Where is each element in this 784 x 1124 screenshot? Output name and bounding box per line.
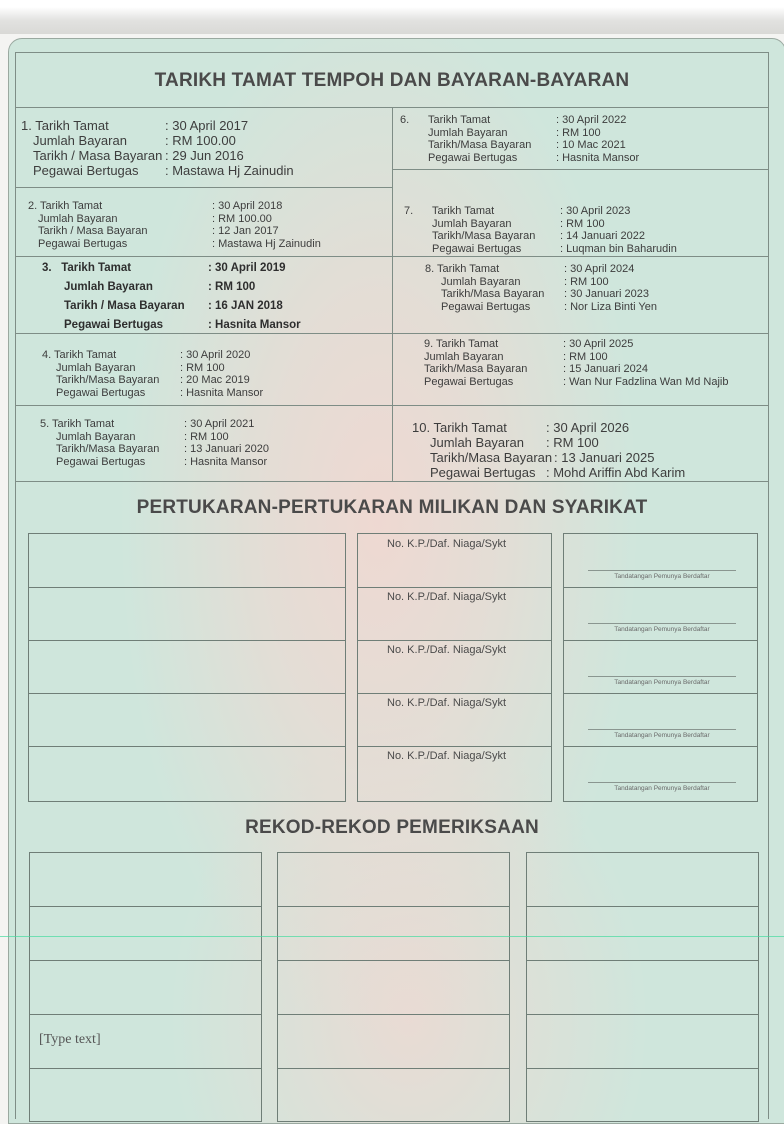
masa-bayaran-value: : 10 Mac 2021	[556, 139, 626, 151]
pegawai-label: Pegawai Bertugas	[432, 242, 522, 255]
tarikh-tamat-label: Tarikh Tamat	[436, 338, 499, 350]
tarikh-tamat-label: Tarikh Tamat	[61, 262, 132, 274]
pegawai-label: Pegawai Bertugas	[430, 465, 536, 480]
divider	[15, 256, 768, 257]
divider	[30, 1014, 261, 1015]
divider	[358, 693, 551, 694]
jumlah-bayaran-value: : RM 100	[546, 435, 599, 450]
record-number: 4.	[42, 349, 52, 361]
record-9	[424, 338, 766, 388]
tarikh-tamat-value: : 30 April 2017	[165, 118, 249, 133]
divider	[30, 1068, 261, 1069]
jumlah-bayaran-value: : RM 100.00	[165, 133, 236, 148]
tarikh-tamat-value: : 30 April 2024	[564, 263, 635, 275]
kp-label: No. K.P./Daf. Niaga/Sykt	[387, 644, 507, 656]
jumlah-bayaran-label: Jumlah Bayaran	[428, 126, 508, 139]
tarikh-tamat-label: Tarikh Tamat	[35, 118, 109, 133]
section-title-inspection: REKOD-REKOD PEMERIKSAAN	[245, 817, 539, 838]
jumlah-bayaran-value: : RM 100	[180, 361, 225, 374]
masa-bayaran-label: Tarikh/Masa Bayaran	[56, 374, 160, 386]
signature-label: Tandatangan Pemunya Berdaftar	[614, 732, 710, 739]
record-4	[42, 349, 390, 399]
record-number: 1.	[21, 118, 32, 133]
jumlah-bayaran-value: : RM 100.00	[212, 212, 272, 225]
jumlah-bayaran-label: Jumlah Bayaran	[33, 133, 127, 148]
kp-label: No. K.P./Daf. Niaga/Sykt	[387, 750, 507, 762]
pegawai-value: : Hasnita Mansor	[556, 151, 640, 164]
scan-artifact-line	[0, 936, 784, 937]
signature-line	[588, 782, 736, 783]
divider	[15, 187, 392, 188]
masa-bayaran-label: Tarikh/Masa Bayaran	[424, 363, 528, 375]
divider	[30, 960, 261, 961]
tarikh-tamat-label: Tarikh Tamat	[437, 263, 500, 275]
signature-label: Tandatangan Pemunya Berdaftar	[614, 679, 710, 686]
divider	[392, 169, 768, 170]
record-3	[42, 259, 390, 335]
divider	[392, 107, 393, 481]
divider	[29, 746, 345, 747]
record-8	[425, 263, 765, 313]
record-7	[404, 205, 766, 255]
jumlah-bayaran-label: Jumlah Bayaran	[430, 435, 524, 450]
tarikh-tamat-label: Tarikh Tamat	[40, 200, 103, 212]
masa-bayaran-value: : 14 Januari 2022	[560, 230, 646, 242]
tarikh-tamat-label: Tarikh Tamat	[433, 420, 507, 435]
pegawai-value: : Hasnita Mansor	[184, 455, 268, 468]
pegawai-value: : Luqman bin Baharudin	[560, 242, 677, 255]
divider	[527, 1014, 758, 1015]
record-number: 7.	[404, 205, 414, 217]
tarikh-tamat-value: : 30 April 2025	[563, 338, 634, 350]
jumlah-bayaran-value: : RM 100	[184, 430, 229, 443]
tarikh-tamat-value: : 30 April 2019	[208, 262, 286, 274]
tarikh-tamat-value: : 30 April 2026	[546, 420, 630, 435]
divider	[564, 746, 757, 747]
pegawai-value: : Mastawa Hj Zainudin	[212, 237, 321, 250]
record-1	[21, 118, 389, 178]
divider	[15, 405, 768, 406]
inspection-column-2	[277, 852, 510, 1122]
inspection-column-1	[29, 852, 262, 1122]
record-number: 9.	[424, 338, 434, 350]
jumlah-bayaran-label: Jumlah Bayaran	[56, 361, 136, 374]
masa-bayaran-value: : 29 Jun 2016	[165, 148, 244, 163]
pegawai-label: Pegawai Bertugas	[441, 300, 531, 313]
masa-bayaran-value: : 13 Januari 2020	[184, 443, 270, 455]
jumlah-bayaran-label: Jumlah Bayaran	[432, 217, 512, 230]
masa-bayaran-value: : 15 Januari 2024	[563, 363, 649, 375]
signature-line	[588, 729, 736, 730]
masa-bayaran-label: Tarikh/Masa Bayaran	[56, 443, 160, 455]
record-number: 5.	[40, 418, 50, 430]
masa-bayaran-label: Tarikh/Masa Bayaran	[428, 139, 532, 151]
divider	[527, 906, 758, 907]
record-10	[412, 420, 766, 480]
tarikh-tamat-value: : 30 April 2022	[556, 114, 627, 126]
jumlah-bayaran-label: Jumlah Bayaran	[424, 350, 504, 363]
divider	[527, 960, 758, 961]
divider	[527, 1068, 758, 1069]
section-title-expiry: TARIKH TAMAT TEMPOH DAN BAYARAN-BAYARAN	[154, 70, 630, 91]
divider	[358, 640, 551, 641]
ownership-name-column	[28, 533, 346, 802]
tarikh-tamat-value: : 30 April 2018	[212, 200, 283, 212]
divider	[358, 587, 551, 588]
divider	[278, 906, 509, 907]
pegawai-value: : Mastawa Hj Zainudin	[165, 163, 294, 178]
record-2	[28, 200, 390, 250]
divider	[564, 640, 757, 641]
jumlah-bayaran-value: : RM 100	[560, 217, 605, 230]
masa-bayaran-value: : 12 Jan 2017	[212, 225, 279, 237]
kp-label: No. K.P./Daf. Niaga/Sykt	[387, 591, 507, 603]
tarikh-tamat-value: : 30 April 2020	[180, 349, 251, 361]
divider	[564, 693, 757, 694]
kp-label: No. K.P./Daf. Niaga/Sykt	[387, 697, 507, 709]
scan-top-band	[0, 0, 784, 34]
divider	[30, 906, 261, 907]
record-number: 6.	[400, 114, 410, 126]
tarikh-tamat-label: Tarikh Tamat	[432, 205, 495, 217]
masa-bayaran-label: Tarikh/Masa Bayaran	[432, 230, 536, 242]
record-6	[400, 114, 766, 164]
jumlah-bayaran-value: : RM 100	[208, 281, 256, 293]
masa-bayaran-value: : 20 Mac 2019	[180, 374, 250, 386]
pegawai-label: Pegawai Bertugas	[56, 386, 146, 399]
jumlah-bayaran-label: Jumlah Bayaran	[56, 430, 136, 443]
masa-bayaran-label: Tarikh/Masa Bayaran	[441, 288, 545, 300]
pegawai-value: : Hasnita Mansor	[180, 386, 264, 399]
divider	[564, 587, 757, 588]
divider	[15, 481, 768, 482]
kp-label: No. K.P./Daf. Niaga/Sykt	[387, 538, 507, 550]
record-number: 10.	[412, 420, 431, 435]
divider	[29, 693, 345, 694]
pegawai-value: : Mohd Ariffin Abd Karim	[546, 465, 686, 480]
record-number: 2.	[28, 200, 38, 212]
signature-line	[588, 676, 736, 677]
inspection-column-3	[526, 852, 759, 1122]
section-title-ownership: PERTUKARAN-PERTUKARAN MILIKAN DAN SYARIKAT	[136, 497, 648, 518]
masa-bayaran-label: Tarikh / Masa Bayaran	[38, 225, 148, 237]
divider	[29, 587, 345, 588]
divider	[278, 1014, 509, 1015]
jumlah-bayaran-label: Jumlah Bayaran	[64, 281, 153, 293]
record-number: 8.	[425, 263, 435, 275]
jumlah-bayaran-value: : RM 100	[556, 126, 601, 139]
signature-label: Tandatangan Pemunya Berdaftar	[614, 785, 710, 792]
divider	[278, 960, 509, 961]
masa-bayaran-value: : 30 Januari 2023	[564, 288, 650, 300]
signature-label: Tandatangan Pemunya Berdaftar	[614, 573, 710, 580]
signature-line	[588, 623, 736, 624]
jumlah-bayaran-value: : RM 100	[563, 350, 608, 363]
pegawai-label: Pegawai Bertugas	[38, 237, 128, 250]
masa-bayaran-label: Tarikh/Masa Bayaran	[430, 450, 553, 465]
signature-label: Tandatangan Pemunya Berdaftar	[614, 626, 710, 633]
placeholder-text: [Type text]	[39, 1032, 101, 1047]
signature-line	[588, 570, 736, 571]
pegawai-value: : Wan Nur Fadzlina Wan Md Najib	[563, 375, 729, 388]
divider	[278, 1068, 509, 1069]
jumlah-bayaran-label: Jumlah Bayaran	[38, 212, 118, 225]
tarikh-tamat-value: : 30 April 2023	[560, 205, 631, 217]
masa-bayaran-label: Tarikh / Masa Bayaran	[33, 148, 163, 163]
pegawai-label: Pegawai Bertugas	[33, 163, 139, 178]
tarikh-tamat-label: Tarikh Tamat	[52, 418, 115, 430]
pegawai-value: : Hasnita Mansor	[208, 319, 301, 331]
divider	[358, 746, 551, 747]
masa-bayaran-value: : 13 Januari 2025	[554, 450, 655, 465]
masa-bayaran-label: Tarikh / Masa Bayaran	[64, 300, 185, 312]
divider	[29, 640, 345, 641]
tarikh-tamat-label: Tarikh Tamat	[54, 349, 117, 361]
tarikh-tamat-label: Tarikh Tamat	[428, 114, 491, 126]
pegawai-value: : Nor Liza Binti Yen	[564, 300, 657, 313]
tarikh-tamat-value: : 30 April 2021	[184, 418, 255, 430]
pegawai-label: Pegawai Bertugas	[64, 319, 164, 331]
jumlah-bayaran-label: Jumlah Bayaran	[441, 275, 521, 288]
jumlah-bayaran-value: : RM 100	[564, 275, 609, 288]
pegawai-label: Pegawai Bertugas	[56, 455, 146, 468]
pegawai-label: Pegawai Bertugas	[428, 151, 518, 164]
masa-bayaran-value: : 16 JAN 2018	[208, 300, 283, 312]
record-5	[40, 418, 390, 468]
record-number: 3.	[42, 262, 52, 274]
pegawai-label: Pegawai Bertugas	[424, 375, 514, 388]
